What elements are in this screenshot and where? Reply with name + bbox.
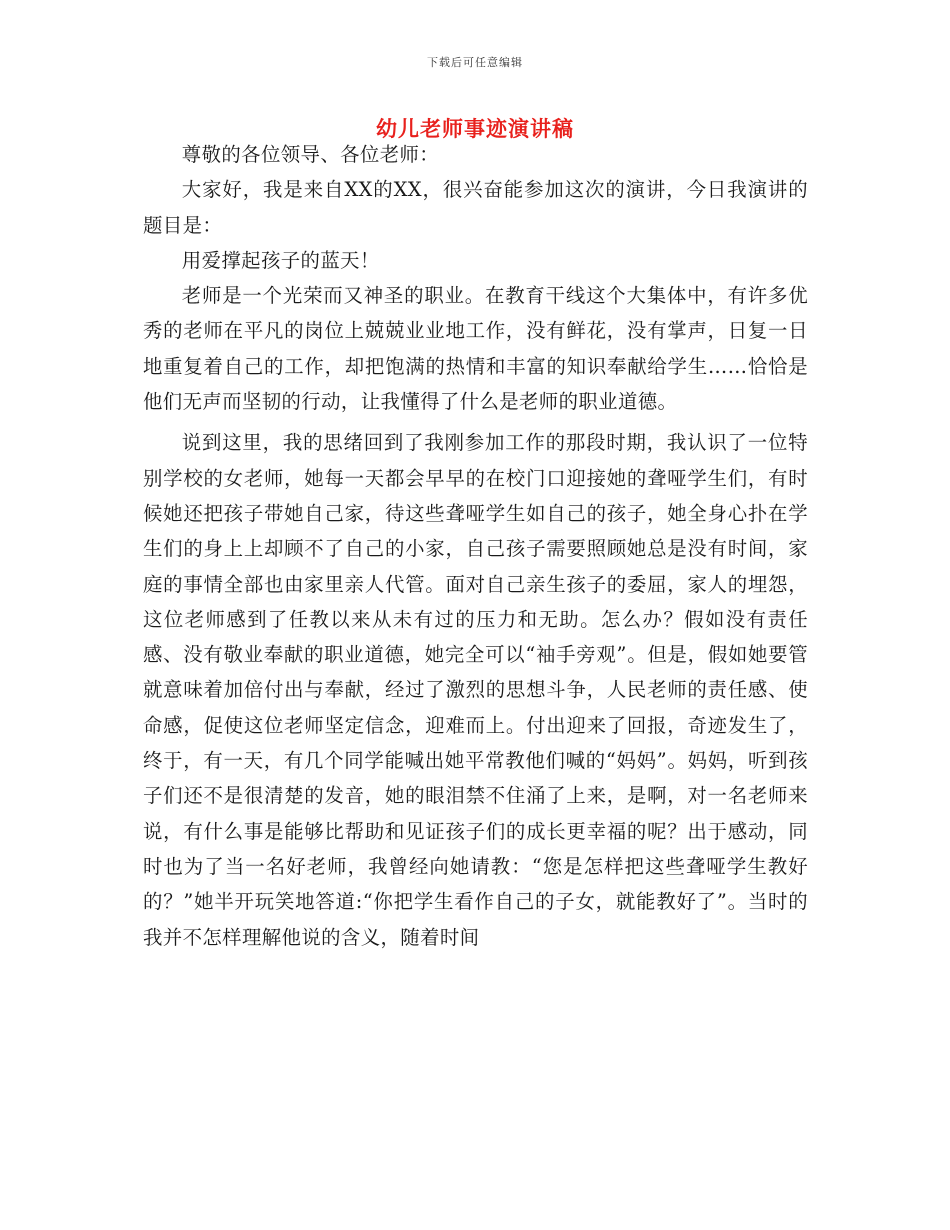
greeting-paragraph: 大家好，我是来自XX的XX，很兴奋能参加这次的演讲，今日我演讲的题目是： [143, 178, 808, 237]
body-paragraph-1: 老师是一个光荣而又神圣的职业。在教育干线这个大集体中，有许多优秀的老师在平凡的岗位上兢兢业业地工作，没有鲜花，没有掌声，日复一日地重复着自己的工作，却把饱满的热情和丰富的知识奉献给学生……恰恰是他们无声而坚韧的行动，让我懂得了什么是老师的职业道德。 [143, 284, 808, 414]
salutation-paragraph: 尊敬的各位领导、各位老师： [181, 143, 440, 166]
body-paragraph-2: 说到这里，我的思绪回到了我刚参加工作的那段时期，我认识了一位特别学校的女老师，她每一天都会早早的在校门口迎接她的聋哑学生们，有时候她还把孩子带她自己家，待这些聋哑学生如自己的孩子，她全身心扑在学生们的身上上却顾不了自己的小家，自己孩子需要照顾她总是没有时间，家庭的事情全部也由家里亲人代管。面对自己亲生孩子的委屈，家人的埋怨，这位老师感到了任教以来从未有过的压力和无助。怎么办？假如没有责任感、没有敬业奉献的职业道德，她完全可以“袖手旁观”。但是，假如她要管就意味着加倍付出与奉献，经过了激烈的思想斗争，人民老师的责任感、使命感，促使这位老师坚定信念，迎难而上。付出迎来了回报，奇迹发生了，终于，有一天，有几个同学能喊出她平常教他们喊的“妈妈”。妈妈，听到孩子们还不是很清楚的发音，她的眼泪禁不住涌了上来，是啊，对一名老师来说，有什么事是能够比帮助和见证孩子们的成长更幸福的呢？出于感动，同时也为了当一名好老师，我曾经向她请教：“您是怎样把这些聋哑学生教好的？”她半开玩笑地答道:“你把学生看作自己的子女，就能教好了”。当时的我并不怎样理解他说的含义，随着时间 [143, 431, 808, 949]
speech-topic-paragraph: 用爱撑起孩子的蓝天！ [181, 248, 380, 272]
document-title: 幼儿老师事迹演讲稿 [376, 116, 574, 141]
document-body [143, 137, 808, 955]
page-header-note: 下载后可任意编辑 [427, 56, 523, 69]
